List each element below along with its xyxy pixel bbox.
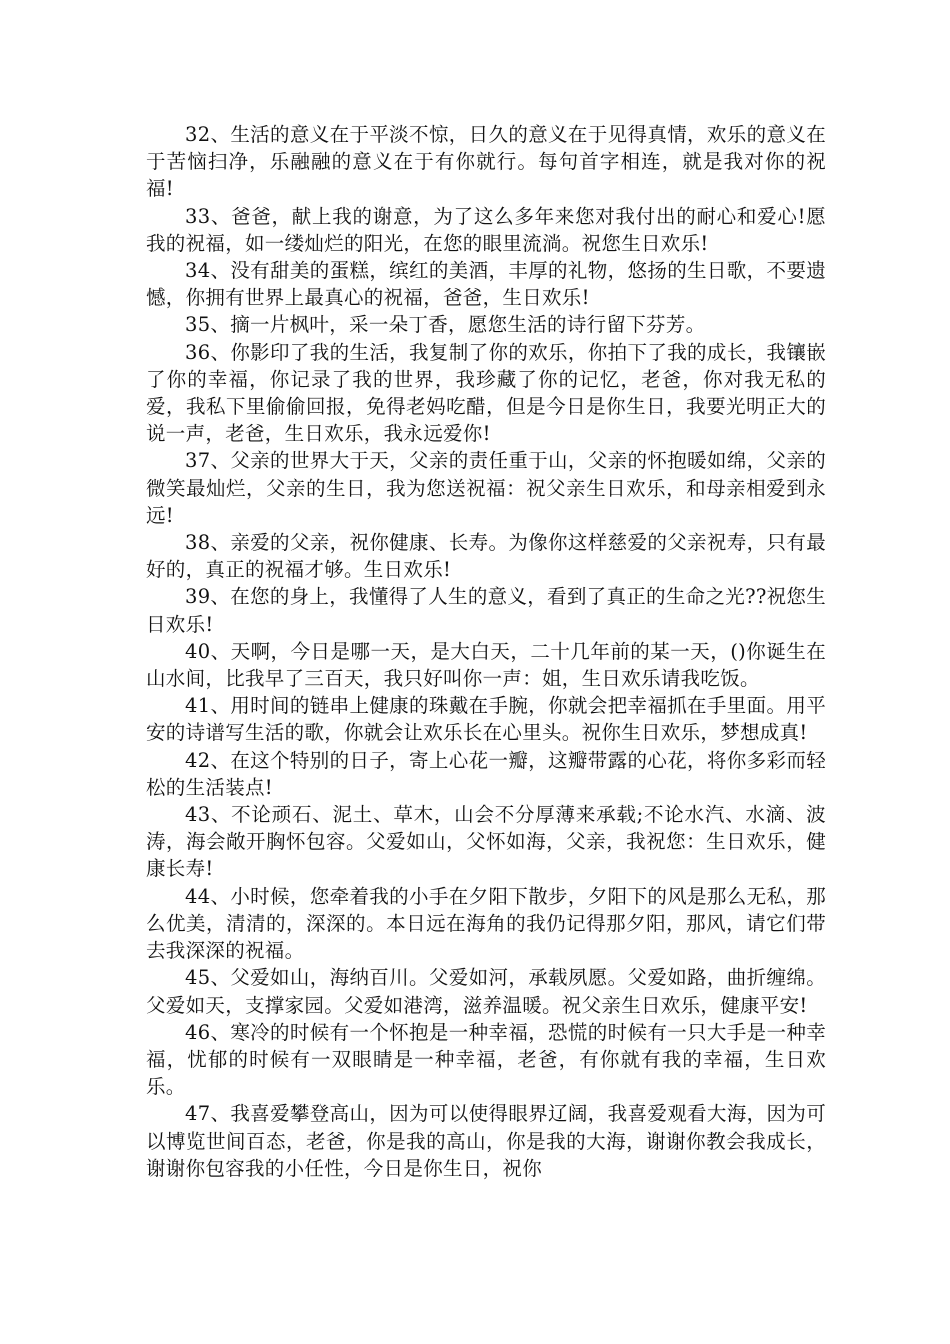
paragraph-44: 44、小时候，您牵着我的小手在夕阳下散步，夕阳下的风是那么无私，那么优美，清清的，深深的。本日远在海角的我仍记得那夕阳，那风，请它们带去我深深的祝福。 xyxy=(146,884,826,963)
paragraph-37: 37、父亲的世界大于天，父亲的责任重于山，父亲的怀抱暖如绵，父亲的微笑最灿烂，父亲的生日，我为您送祝福：祝父亲生日欢乐，和母亲相爱到永远! xyxy=(146,449,826,527)
paragraph-38: 38、亲爱的父亲，祝你健康、长寿。为像你这样慈爱的父亲祝寿，只有最好的，真正的祝福才够。生日欢乐! xyxy=(146,531,826,582)
document-body xyxy=(146,121,826,1182)
paragraph-41: 41、用时间的链串上健康的珠戴在手腕，你就会把幸福抓在手里面。用平安的诗谱写生活的歌，你就会让欢乐长在心里头。祝你生日欢乐，梦想成真! xyxy=(146,694,826,745)
paragraph-47: 47、我喜爱攀登高山，因为可以使得眼界辽阔，我喜爱观看大海，因为可以博览世间百态，老爸，你是我的高山，你是我的大海，谢谢你教会我成长，谢谢你包容我的小任性，今日是你生日，祝你 xyxy=(146,1102,826,1180)
paragraph-46: 46、寒冷的时候有一个怀抱是一种幸福，恐慌的时候有一只大手是一种幸福，忧郁的时候有一双眼睛是一种幸福，老爸，有你就有我的幸福，生日欢乐。 xyxy=(146,1020,826,1099)
paragraph-34: 34、没有甜美的蛋糕，缤红的美酒，丰厚的礼物，悠扬的生日歌，不要遗憾，你拥有世界上最真心的祝福，爸爸，生日欢乐! xyxy=(146,259,826,310)
paragraph-39: 39、在您的身上，我懂得了人生的意义，看到了真正的生命之光??祝您生日欢乐! xyxy=(146,585,826,636)
paragraph-40: 40、天啊，今日是哪一天，是大白天，二十几年前的某一天，()你诞生在山水间，比我早了三百天，我只好叫你一声：姐，生日欢乐请我吃饭。 xyxy=(146,639,826,691)
paragraph-43: 43、不论顽石、泥土、草木，山会不分厚薄来承载;不论水汽、水滴、波涛，海会敞开胸怀包容。父爱如山，父怀如海，父亲，我祝您：生日欢乐，健康长寿! xyxy=(146,803,826,881)
paragraph-35: 35、摘一片枫叶，采一朵丁香，愿您生活的诗行留下芬芳。 xyxy=(185,313,706,337)
paragraph-36: 36、你影印了我的生活，我复制了你的欢乐，你拍下了我的成长，我镶嵌了你的幸福，你记录了我的世界，我珍藏了你的记忆，老爸，你对我无私的爱，我私下里偷偷回报，免得老妈吃醋，但是今日是你生日，我要光明正大的说一声，老爸，生日欢乐，我永远爱你! xyxy=(146,340,826,446)
paragraph-32: 32、生活的意义在于平淡不惊，日久的意义在于见得真情，欢乐的意义在于苦恼扫净，乐融融的意义在于有你就行。每句首字相连，就是我对你的祝福! xyxy=(146,123,826,201)
paragraph-42: 42、在这个特别的日子，寄上心花一瓣，这瓣带露的心花，将你多彩而轻松的生活装点! xyxy=(146,748,826,799)
paragraph-33: 33、爸爸，献上我的谢意，为了这么多年来您对我付出的耐心和爱心!愿我的祝福，如一缕灿烂的阳光，在您的眼里流淌。祝您生日欢乐! xyxy=(146,204,826,255)
paragraph-45: 45、父爱如山，海纳百川。父爱如河，承载夙愿。父爱如路，曲折缠绵。父爱如天，支撑家园。父爱如港湾，滋养温暖。祝父亲生日欢乐，健康平安! xyxy=(146,966,826,1017)
